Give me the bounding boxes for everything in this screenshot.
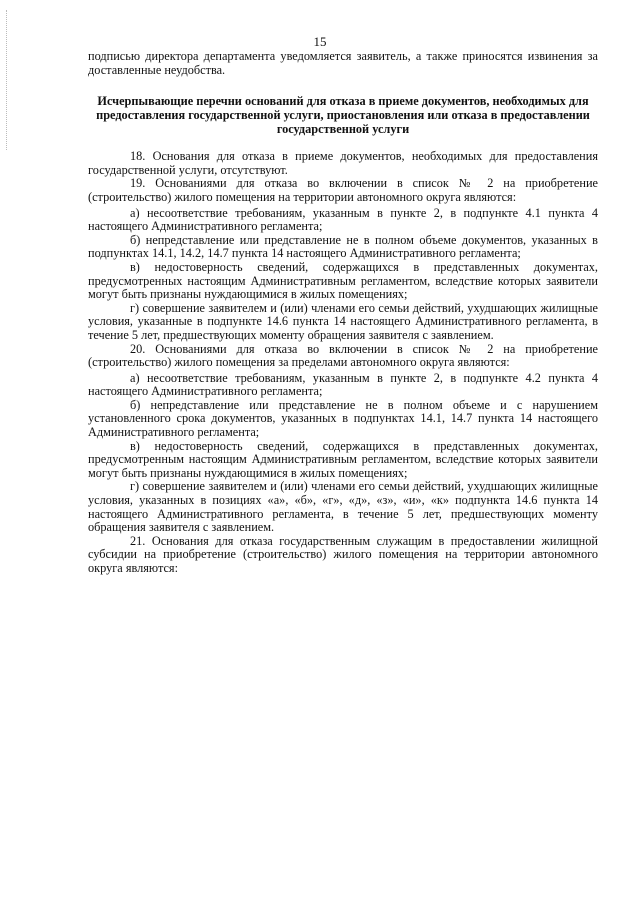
paragraph-19-b: б) непредставление или представление не в полном объеме документов, указанных в подпунктах 14.1, 14.2, 14.7 пункта 14 настоящего Административного регламента; [88,232,598,261]
paragraph-20-b: б) непредставление или представление не в полном объеме и с нарушением установленного срока документов, указанных в подпунктах 14.1, 14.7 пункта 14 настоящего Административного регламента; [88,397,598,440]
paragraph-20-g: г) совершение заявителем и (или) членами его семьи действий, ухудшающих жилищные условия, указанных в позициях «а», «б», «г», «д», «з», «и», «к» подпункта 14.6 пункта 14 настоящего Административного регламента, в течение 5 лет, предшествующих моменту обращения заявителя с заявлением. [88,479,598,535]
paragraph-21: 21. Основания для отказа государственным служащим в предоставлении жилищной субсидии на приобретение (строительство) жилого помещения на территории автономного округа являются: [88,533,598,575]
page-number: 15 [313,34,327,49]
paragraph-18: 18. Основания для отказа в приеме документов, необходимых для предоставления государственной услуги, отсутствуют. [88,149,598,177]
paragraph-20-a: а) несоответствие требованиям, указанным в пункте 2, в подпункте 4.2 пункта 4 настоящего Административного регламента; [88,370,598,399]
section-heading: Исчерпывающие перечни оснований для отказа в приеме документов, необходимых для предоставления государственной услуги, приостановления или отказа в предоставлении государственной услуги [96,94,590,137]
document-body [88,50,598,576]
intro-paragraph: подписью директора департамента уведомляется заявитель, а также приносятся извинения за доставленные неудобства. [88,49,598,77]
paragraph-19-v: в) недостоверность сведений, содержащихся в представленных документах, предусмотренных настоящим Административным регламентом, вследствие которых заявители могут быть признаны нуждающимися в жилых помещениях; [88,259,598,302]
scan-margin-dots [6,10,7,150]
paragraph-20: 20. Основаниями для отказа во включении в список № 2 на приобретение (строительство) жилого помещения за пределами автономного округа являются: [88,341,598,370]
paragraph-20-v: в) недостоверность сведений, содержащихся в представленных документах, предусмотренным настоящим Административным регламентом, вследствие которых заявители могут быть признаны нуждающимися в жилых помещениях; [88,438,598,480]
paragraph-19-a: а) несоответствие требованиям, указанным в пункте 2, в подпункте 4.1 пункта 4 настоящего Административного регламента; [88,205,598,234]
paragraph-19: 19. Основаниями для отказа во включении в список № 2 на приобретение (строительство) жилого помещения на территории автономного округа являются: [88,176,598,204]
paragraph-19-g: г) совершение заявителем и (или) членами его семьи действий, ухудшающих жилищные условия, указанные в подпункте 14.6 пункта 14 настоящего Административного регламента, в течение 5 лет, предшествующих моменту обращения заявителя с заявлением. [88,300,598,342]
